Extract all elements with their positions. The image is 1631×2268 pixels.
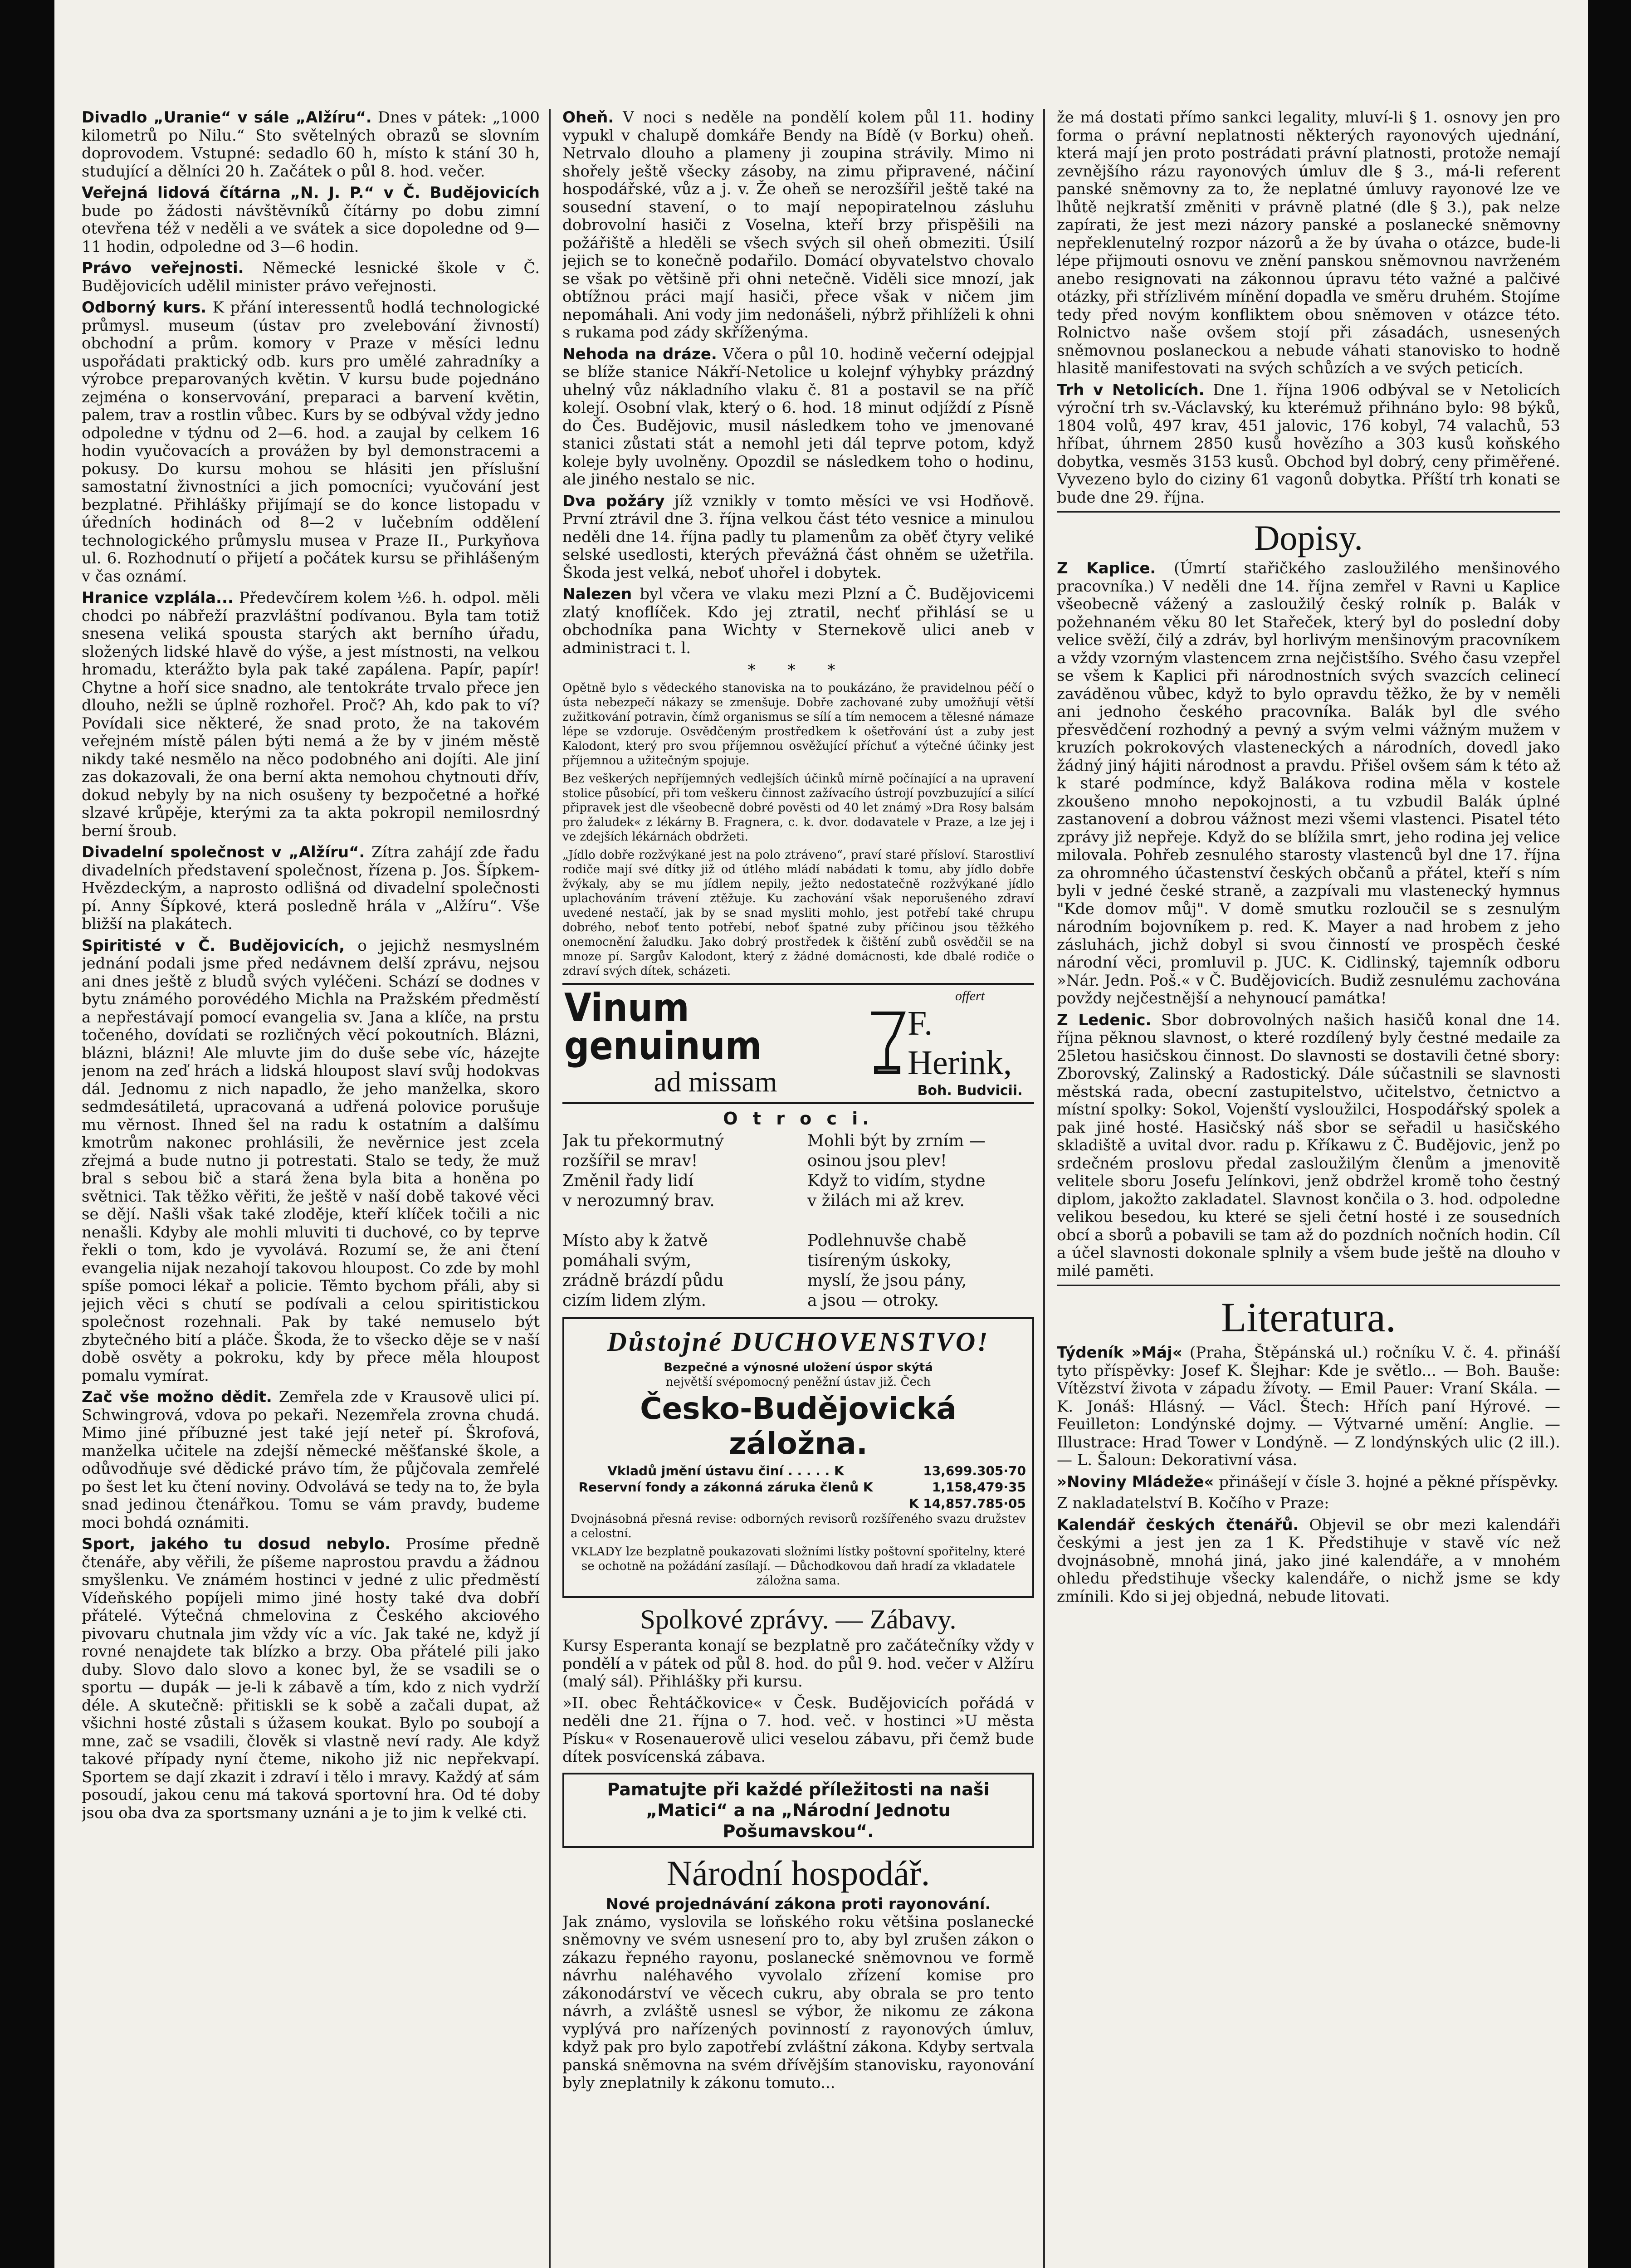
article-text: Dne 1. října 1906 odbýval se v Netolicích výroční trh sv.-Václavský, ku kterémuž přihnáno bylo: 98 býků, 1804 volů, 497 krav, 451 jalovic, 176 kobyl, 74 valachů, 53 hříbat, úhrnem 2850 kusů hovězího a 303 kusů koňského dobytka, vesměs 3153 kusů. Obchod byl dobrý, ceny přiměřené. Vyvezeno bylo do ciziny 61 vagonů dobytka. Příští trh konati se bude dne 29. října. bbox=[1057, 381, 1560, 507]
article-text: Zítra zahájí zde řadu divadelních představení společnost, řízena p. Jos. Šípkem-Hvězdeckým, a naprosto odlišná od divadelní společnosti pí. Anny Šípkové, která posledně hrála v „Alžíru“. Vše bližší na plakátech. bbox=[82, 843, 540, 933]
spolkove-title: Spolkové zprávy. — Zábavy. bbox=[640, 1604, 957, 1634]
article-text: Z nakladatelství B. Kočího v Praze: bbox=[1057, 1494, 1329, 1512]
article-heading: Oheň. bbox=[562, 109, 614, 127]
goblet-icon bbox=[867, 1009, 908, 1079]
poem-title: O t r o c i. bbox=[723, 1109, 874, 1129]
article-heading: Z Kaplice. bbox=[1057, 559, 1156, 577]
narodni-title: Národní hospodář. bbox=[666, 1853, 930, 1893]
matice-appeal: Pamatujte při každé příležitosti na naši „Matici“ a na „Národní Jednotu Pošumavskou“. bbox=[562, 1773, 1034, 1848]
article bbox=[82, 937, 540, 1385]
separator: * * * bbox=[747, 661, 849, 679]
article-text: Předevčírem kolem ½6. h. odpol. měli chodci po nábřeží prazvláštní podívanou. Byla tam totiž snesena veliká spousta starých akt berního úřadu, složených lidské hlavě do výše, a jest místnosti, na velkou hromadu, kterážto byla pak také zapálena. Papír, papír! Chytne a hoří sice snadno, ale tentokráte trvalo přece jen dlouho, nežli se úplně rozhořel. Proč? Ah, kdo pak to ví? Povídali sice některé, že snad proto, že na takovém veřejném místě pálen býti nemá a že by v jiném městě nikdy také nesmělo na něco podobného ani dojíti. Ale jiní zas dokazovali, že ona berní akta nemohou chytnouti dřív, dokud nebyly by na nich osušeny ty bezpočetné a hořké slzavé krůpěje, kterými za ta akta pokropil nemilosrdný berní šroub. bbox=[82, 589, 540, 840]
scan-border-left bbox=[0, 0, 54, 2268]
duch-sub2: největší svépomocný peněžní ústav již. Čech bbox=[665, 1375, 931, 1389]
article-text: bude po žádosti návštěvníků čítárny po dobu zimní otevřena též v neděli a ve svátek a sice dopoledne od 9—11 hodin, odpoledne od 3—6 hodin. bbox=[82, 201, 540, 256]
article-heading: Z Ledenic. bbox=[1057, 1011, 1152, 1029]
article-heading: Sport, jakého tu dosud nebylo. bbox=[82, 1535, 391, 1553]
zalozna-name: Česko-Budějovická záložna. bbox=[640, 1391, 957, 1461]
article bbox=[82, 109, 540, 181]
article-text: Sbor dobrovolných našich hasičů konal dne 14. října pěknou slavnost, o které rozdílený byly čestné medaile za 25letou hasičskou činnost. Do slavnosti se dostavili četné sbory: Zborovský, Zalinský a Radostický. Dále súčastnili se slavnosti městská rada, obecní zastupitelstvo, učitelstvo, četnictvo a místní spolky: Sokol, Vojenští vysloužilci, Hospodářský spolek a pak jiné hosté. Hasičský náš sbor se seřadil u hasičského skladiště a uvital dvor. radu p. Kříkawu z Č. Budějovic, jenž po srdečném proslovu předal zasloužilým členům a jmenovitě velitele sboru Josefu Jelínkovi, jenž obdržel kromě toho čestný diplom, jakožto zakladatel. Slavnost končila o 3. hod. odpoledne velikou besedou, ku které se sjeli četní hosté i ze sousedních obcí a sborů a pobavili se tam až do pozdních nočních hodin. Cíl a účel slavnosti dokonale splnily a všem bude ještě na dlouho v milé paměti. bbox=[1057, 1011, 1560, 1280]
article-text: přinášejí v čísle 3. hojné a pěkné příspěvky. bbox=[1219, 1472, 1559, 1491]
zalozna-note: Dvojnásobná přesná revise: odborných revisorů rozšířeného svazu družstev a celostní. bbox=[571, 1512, 1026, 1540]
narodni-text: Jak známo, vyslovila se loňského roku většina poslanecké sněmovny ve svém usnesení pro to, aby byl zrušen zákon o zákazu řepného rayonu, poslanecké sněmovnou ve formě návrhu naléhavého vyvolalo zřízení komise pro zákonodárství ve věcech cukru, aby obrala se pro tento návrh, a zvláště usnesl se výbor, že nikomu ze zákona vyplývá pro nařízených povinností z rayonových úmluv, když pak pro bylo zapotřebí zvláštní zákona. Kdyby sertvala panská sněmovna na svém dřívějším stanovisku, rayonování byly zneplatnily k zákonu tomuto... bbox=[562, 1912, 1034, 2092]
article bbox=[82, 1388, 540, 1532]
article bbox=[82, 259, 540, 295]
article-text: V noci s neděle na pondělí kolem půl 11. hodiny vypukl v chalupě domkáře Bendy na Bídě (v Borku) oheň. Netrvalo dlouho a plameny ji zoupina strávily. Mimo ni shořely ještě všecky zásoby, na zimu připravené, náčiní hospodářské, vůz a j. v. Že oheň se nerozšířil ještě také na sousední stavení, o to mají nepopiratelnou zásluhu dobrovolní hasiči z Voselna, kteří brzy přispěšili na požářiště a hleděli se všech svých sil oheň obmeziti. Úsilí jejich se to konečně podařilo. Domácí obyvatelstvo chovalo se však po většině při ohni netečně. Viděli sice mnozí, jak obtížnou práci mají hasiči, přece však v ničem jim nepomáhali. Ani vody jim nedonášeli, nýbrž přihlíželi k ohni s rukama pod zády skříženýma. bbox=[562, 109, 1034, 342]
article bbox=[82, 299, 540, 586]
newspaper-page bbox=[82, 73, 1565, 2268]
zalozna-row: Reservní fondy a zákonná záruka členů K 1,158,479·35 bbox=[578, 1480, 1026, 1495]
article-heading: Právo veřejnosti. bbox=[82, 259, 244, 277]
article-heading: Kalendář českých čtenářů. bbox=[1057, 1515, 1299, 1534]
article-heading: Týdeník »Máj« bbox=[1057, 1344, 1182, 1362]
column-2 bbox=[562, 109, 1034, 2268]
literatura-title: Literatura. bbox=[1221, 1294, 1396, 1340]
article-text: Objevil se obr mezi kalendáři českými a jest jen za 1 K. Předstihuje v stavě víc než dvojnásobně, mnohá jiná, jako jiné kalendáře, a v mnohém ohledu předstihuje všecky kalendáře, o nichž jsme se kdy zmínili. Kdo si jej objedná, nebude litovati. bbox=[1057, 1515, 1560, 1606]
article-text: byl včera ve vlaku mezi Plzní a Č. Budějovicemi zlatý knoflíček. Kdo jej ztratil, nechť přihlásí se u obchodníka pana Wichty v Sternekově ulici aneb v administraci t. l. bbox=[562, 585, 1034, 657]
advert-text: „Jídlo dobře rozžvýkané jest na polo ztráveno“, praví staré přísloví. Starostliví rodiče mají své dítky již od útlého mládí nabádati k tomu, aby jídlo dobře žvýkaly, aby se mu jídlem nepily, ježto nedostatečně rozžvýkané jídlo uplachováním trávení ztěžuje. Ku zachování však neporušeného zdraví uvedené nestačí, jak by se snad mysliti mohlo, jest potřebí také chrupu dobrého, neboť tento potřebí, neboť špatné zuby příčinou jsou těžkého onemocnění žaludku. Jako dobrý prostředek k čištění zubů osvědčil se na mnoze pí. Sargův Kalodont, který z žádné domácnosti, kde dbalé rodiče o zdraví svých dítek, scházeti. bbox=[562, 848, 1034, 978]
zalozna-note: VKLADY lze bezplatně poukazovati složními lístky poštovní spořitelny, které se ochotně na požádání zasílají. — Důchodkovou daň hradí za vkladatele záložna sama. bbox=[571, 1545, 1025, 1588]
article-heading: Spiritisté v Č. Budějovicích, bbox=[82, 936, 345, 955]
poem bbox=[562, 1131, 1034, 1311]
advert-text: Bez veškerých nepříjemných vedlejších účinků mírně počínající a na upravení stolice působící, při tom veškeru činnost zažívacího ústrojí povzbuzující a silící připravek jest dle všeobecně dobré pověsti od 40 let známý »Dra Rosy balsám pro žaludek« z lékárny B. Fragnera, c. k. dvor. dodavatele v Praze, a lze jej i ve zdejších lékárnách obdržeti. bbox=[562, 772, 1034, 844]
article-text: (Úmrtí stařičkého zasloužilého menšinového pracovníka.) V neděli dne 14. října zemřel v Ravni u Kaplice všeobecně vážený a zasloužilý český rolník p. Balák v požehnaném věku 80 let Stařeček, který byl do poslední doby velice svěží, čilý a zdráv, byl horlivým menšinovým pracovníkem a vždy vzorným vlastencem zrna nejčistšího. Svého času vzepřel se všem k Kaplici při národnostních svých svazcích celinecí zaváděnou vůbec, když to bylo opravdu těžko, že by v neměli ani jednoho českého pracovníka. Balák byl dle svého přesvědčení rozhodný a pevný a svým velmi vážným mužem v kruzích pokrokových vlasteneckých a národních, dovedl jako žádný jiný hájiti národnost a pravdu. Přišel ovšem sám k této až k staré podmínce, když Balákova rodina měla v kostele zkoušeno mnoho nepokojnosti, a tu vzbudil Balák úplné zastanovení a dobrou vážnost mezi všemi vlastenci. Pisatel této zprávy již nepřeje. Když do se blížila smrt, jeho rodina jej velice milovala. Pohřeb zesnulého starosty vlastenců byl dne 17. října za ohromného účastenství českých občanů a přátel, kteří s ním byli v jedné české straně, a zazpívali mu vlastenecký hymnus "Kde domov můj". V domě smutku rozloučil se s zesnulým národním bojovníkem p. red. K. Mayer a nad hrobem z jeho zásluhách, jichž dobyl si svou činností ve prospěch české národní věci, promluvil p. JUC. K. Cidlinský, tajemník odboru »Nár. Jedn. Poš.« v Č. Budějovicích. Budiž zesnulému zachována povždy nejčestnější a nehynoucí památka! bbox=[1057, 559, 1560, 1007]
article bbox=[1057, 1516, 1560, 1606]
poem-left: Jak tu překormutný rozšířil se mrav! Změnil řady lidí v nerozumný brav. Místo aby k žatvě pomáhali svým, zrádně brázdí půdu cizím lidem zlým. bbox=[562, 1132, 724, 1310]
article-heading: Dva požáry bbox=[562, 492, 665, 510]
article bbox=[1057, 1473, 1560, 1491]
article bbox=[562, 493, 1034, 582]
column-rule bbox=[549, 109, 551, 2268]
article-heading: »Noviny Mládeže« bbox=[1057, 1472, 1214, 1491]
duch-sub1: Bezpečné a výnosné uložení úspor skýtá bbox=[664, 1361, 933, 1374]
zalozna-row: Vkladů jmění ústavu činí . . . . . K 13,699.305·70 bbox=[607, 1463, 1026, 1478]
scan-border-right bbox=[1588, 0, 1631, 2268]
vinum-title: Vinum genuinum bbox=[564, 985, 762, 1069]
article bbox=[1057, 1495, 1560, 1513]
article bbox=[1057, 1344, 1560, 1470]
advert-text: Opětně bylo s vědeckého stanoviska na to poukázáno, že pravidelnou péčí o ústa nebezpečí nákazy se zmenšuje. Dobře zachované zuby umožňují větší zužitkování potravin, čímž organismus se sílí a tím nemocem a tělesné námaze lépe se vzdoruje. Osvědčeným prostředkem k ošetřování úst a zuby jest Kalodont, který pro svou příjemnou osvěžující příchuť a výtečné účinky jest příjemnou a užitečným spojuje. bbox=[562, 681, 1034, 767]
narodni-subtitle: Nové projednávání zákona proti rayonování. bbox=[606, 1895, 991, 1913]
article-text: (Praha, Štěpánská ul.) ročníku V. č. 4. přináší tyto příspěvky: Josef K. Šlejhar: Kde je světlo... — Boh. Bauše: Vítězství života v západu žívoty. — Emil Pauer: Vraní Skála. — K. Jonáš: Hlásný. — Václ. Štech: Hřích paní Hýrové. — Feuilleton: Londýnské dojmy. — Výtvarné umění: Anglie. — Illustrace: Hrad Tower v Londýně. — Z londýnských ulic (2 ill.). — L. Šaloun: Dekorativní vása. bbox=[1057, 1344, 1560, 1469]
article bbox=[1057, 1012, 1560, 1281]
article bbox=[82, 844, 540, 934]
article-heading: Divadlo „Uranie“ v sále „Alžíru“. bbox=[82, 109, 372, 127]
dopisy-title: Dopisy. bbox=[1254, 518, 1363, 557]
article-heading: Nehoda na dráze. bbox=[562, 345, 717, 363]
article-text: Včera o půl 10. hodině večerní odejpjal se blíže stanice Nákří-Netolice u kolejnf výhybky prázdný uhelný vůz nákladního vlaku č. 81 a postavil se na příč kolejí. Osobní vlak, který o 6. hod. 18 minut odjíždí z Písně do Čes. Budějovic, musil následkem toho ve jmenované stanici zůstati stát a nemohl jeti dál teprve potom, když koleje byly uvolněny. Opozdil se následkem toho o hodinu, ale jiného nestalo se nic. bbox=[562, 345, 1034, 489]
article-text: že má dostati přímo sankci legality, mluví-li § 1. osnovy jen pro forma o právní neplatnosti některých rayonových ujednání, která mají jen proto postrádati právní platnosti, protože nemají zevnějšího rázu rayonových úmluv dle § 3., má-li referent panské sněmovny za to, že neplatné úmluvy rayonové lze ve lhůtě nejkratší změniti v právně platné (dle § 3.), pak nelze zapírati, že jest mezi názory panské a poslanecké sněmovny nepřeklenutelný rozpor názorů a že by úvaha o otázce, bude-li lépe přijmouti osnovu ve znění panskou sněmovnou navrženém anebo resignovati na zákonnou úpravu této važné a palčivé otázky, při střízlivém mínění dopadla ve směru druhém. Stojíme tedy před novým konfliktem obou sněmoven v otázce této. Rolnictvo naše ovšem stojí při zásadách, usnesených sněmovnou poslaneckou a nebude váhati stanovisko to hodně hlasitě manifestovati na svých schůzích a ve svých peticích. bbox=[1057, 109, 1560, 377]
column-rule bbox=[1043, 109, 1045, 2268]
article bbox=[82, 1535, 540, 1822]
article-text: jíž vznikly v tomto měsíci ve vsi Hodňově. První ztrávil dne 3. října velkou část této vesnice a minulou neděli dne 14. října padly tu plamenům za oběť čtyry veliké selské usedlosti, kterých převážná část ohněm se užetřila. Škoda jest velká, neboť uhořel i dobytek. bbox=[562, 492, 1034, 582]
article bbox=[1057, 560, 1560, 1008]
article-heading: Zač vše možno dědit. bbox=[82, 1388, 272, 1406]
article-text: Německé lesnické škole v Č. Budějovicích udělil minister právo veřejnosti. bbox=[82, 259, 540, 295]
poem-right: Mohli být by zrním — osinou jsou plev! Když to vidím, stydne v žilách mi až krev. Podlehnuvše chabě tisíreným úskoky, myslí, že jsou pány, a jsou — otroky. bbox=[807, 1132, 986, 1310]
vinum-advertisement bbox=[562, 983, 1034, 1104]
article-heading: Nalezen bbox=[562, 585, 632, 603]
duch-title: Důstojné DUCHOVENSTVO! bbox=[607, 1327, 990, 1357]
vinum-city: Boh. Budvicii. bbox=[917, 1083, 1023, 1099]
column-3 bbox=[1057, 109, 1560, 2268]
article-text: o jejichž nesmyslném jednání podali jsme před nedávnem delší zprávu, nejsou ani dnes ještě z bludů svých vyléčeni. Schází se dodnes v bytu známého porovédého Michla na Pražském předměstí a nepřestávají pomocí evangelia sv. Jana a klíče, na prstu točeného, dovídati se rozličných věcí pokoutních. Blázni, blázni, blázni! Ale mluvte jim do duše sebe víc, házejte jenom na zeď hrách a lidská hloupost slaví svůj hodokvas dál. Jednomu z nich napadlo, že jeho manželka, skoro sedmdesátiletá, upracovaná a udřená polovice porušuje mu věrnost. Ihned šel na radu k ostatním a dalšímu kmotrům nakonec prohlásili, že nevěrnice jest zcela zřejmá a bude nutno ji potrestati. Stalo se tedy, že muž bral s sebou bič a stará žena byla bita a honěna po světnici. Tak těžko věřiti, že ještě v naší době takové věci se dějí. Našli však také zloděje, kteří klíček točili a nic nenašli. Kdyby ale mohli mluviti ti duchové, co by teprve řekli o tom, kdo je vyvolává. Rozumí se, že ani čtení evangelia nijak nezahojí takovou hloupost. Co zde by mohl spíše pomoci lékař a policie. Těmto bychom přáli, aby si jejich věci s chutí se podívali a celou spiritistickou společnost rozehnali. Pak by také nemuselo být zbytečného bití a pláče. Škoda, že to všecko děje se v naší době osvěty a pokroku, kdy by přece měla hloupost pomalu vymírat. bbox=[82, 936, 540, 1385]
article-heading: Trh v Netolicích. bbox=[1057, 381, 1205, 399]
article-heading: Odborný kurs. bbox=[82, 298, 207, 317]
article-heading: Hranice vzplála... bbox=[82, 589, 234, 607]
divider bbox=[1057, 511, 1560, 513]
vinum-offert: offert bbox=[955, 988, 985, 1003]
zalozna-row: K 14,857.785·05 bbox=[908, 1496, 1026, 1511]
article bbox=[562, 109, 1034, 342]
spolkove-item: »II. obec Řehtáčkovice« v Česk. Budějovicích pořádá v neděli dne 21. října o 7. hod. več. v hostinci »U města Písku« v Rosenauerově ulici veselou zábavu, při čemž bude dítek posvícenská zábava. bbox=[562, 1694, 1034, 1766]
column-1 bbox=[82, 109, 540, 2268]
divider bbox=[1057, 1285, 1560, 1286]
article bbox=[82, 589, 540, 840]
vinum-merchant: F. Herink, bbox=[908, 1004, 1012, 1082]
spolkove-item: Kursy Esperanta konají se bezplatně pro začátečníky vždy v pondělí a v pátek od půl 8. hod. do půl 9. hod. večer v Alžíru (malý sál). Přihlášky při kursu. bbox=[562, 1637, 1034, 1691]
article bbox=[562, 346, 1034, 489]
article bbox=[562, 586, 1034, 657]
article bbox=[1057, 109, 1560, 378]
article-heading: Divadelní společnost v „Alžíru“. bbox=[82, 843, 365, 861]
article bbox=[82, 184, 540, 256]
article-text: K přání interessentů hodlá technologické průmysl. museum (ústav pro zvelebování živností) obchodní a prům. komory v Praze v měsíci lednu uspořádati praktický odb. kurs pro umělé zahradníky a výrobce preparovaných květin. V kursu bude pojednáno zejména o konservování, preparaci a barvení květin, palem, trav a rostlin vůbec. Kurs by se odbýval vždy jedno odpoledne v týdnu od 2—6. hod. a zaujal by celkem 16 hodin vyučovacích a provážen by byl demonstracemi a pokusy. Do kursu mohou se hlásiti jen příslušní samostatní živnostníci a jich pomocníci; vyučování jest bezplatné. Přihlášky přijímají se do konce listopadu v úředních hodinách od 8—2 v lučebním oddělení technologického průmyslu musea v Praze II., Purkyňova ul. 6. Rozhodnutí o přijetí a počátek kursu se přihlášeným v čas oznámí. bbox=[82, 298, 540, 586]
article-text: Zemřela zde v Krausově ulici pí. Schwingrová, vdova po pekaři. Nezemřela zrovna chudá. Mimo jiné příbuzné jest také její neteř pí. Škrofová, manželka učitele na zdejší německé měšťanské škole, a odůvodňuje své dědické právo tím, že půjčovala zemřelé po šest let ku čtení noviny. Odvolává se tedy na to, že byla snad jedinou čtenářkou. Tomu se vám pravdy, budeme moci bohdá oznámiti. bbox=[82, 1388, 540, 1532]
article-text: Dnes v pátek: „1000 kilometrů po Nilu.“ Sto světelných obrazů se slovním doprovodem. Vstupné: sedadlo 60 h, místo k stání 30 h, studující a dělníci 20 h. Začátek o půl 8. hod. večer. bbox=[82, 109, 540, 181]
article-heading: Veřejná lidová čítárna „N. J. P.“ v Č. Budějovicích bbox=[82, 184, 540, 202]
zalozna-advertisement bbox=[562, 1317, 1034, 1598]
article-text: Prosíme předně čtenáře, aby věřili, že píšeme naprostou pravdu a žádnou smyšlenku. Ve známém hostinci v jedné z ulic předměstí Vídeňského popíjeli mimo jiné hosty také dva dobří přátelé. Výtečná chmelovina z Českého akciového pivovaru chutnala jim vždy víc a víc. Jak také ne, když jí rovné nenajdete tak blízko a brzy. Oba přátelé pili jako duby. Slovo dalo slovo a konec byl, že se vsadili se o sportu — dupák — je-li k zábavě a tím, kdo z nich vydrží déle. A skutečně: přitiskli se k sobě a začali dupat, až všichni hosté zůstali s úžasem koukat. Bylo po soubojí a mne, zač se vsadili, člověk si vlastně neví rady. Ale když takové případy nyní čteme, nikoho již nic nepřekvapí. Sportem se dají zkazit i zdraví i tělo i mravy. Každý ať sám posoudí, jakou cenu má taková sportovní hra. Od té doby jsou oba dva za sportsmany uznáni a je to jim k velké cti. bbox=[82, 1535, 540, 1822]
article bbox=[1057, 381, 1560, 507]
vinum-subtitle: ad missam bbox=[654, 1065, 777, 1098]
